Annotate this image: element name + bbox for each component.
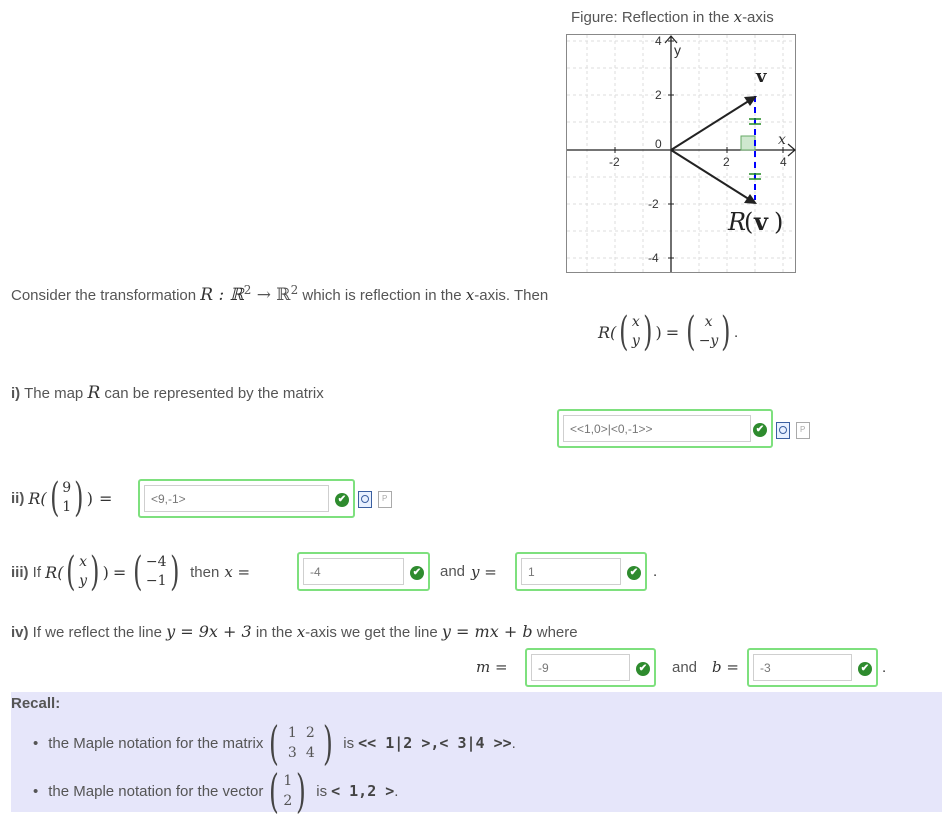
intro-var: x xyxy=(465,286,475,304)
formula-input-vector: x y xyxy=(631,314,640,349)
part1-label: i) xyxy=(11,385,21,402)
maple-vector-code: < 1,2 > xyxy=(331,782,395,800)
matrix-answer-container xyxy=(557,409,773,448)
correct-check-icon: ✔ xyxy=(636,662,650,676)
x-tick-label: 2 xyxy=(723,155,730,169)
recall-panel xyxy=(11,692,942,818)
maple-matrix-example: 1 2 3 4 xyxy=(287,725,315,761)
recall-title: Recall: xyxy=(11,695,61,712)
recall-item-matrix: • the Maple notation for the matrix ( 1 2 3 4 ) is << 1|2 >,< 3|4 >> . xyxy=(33,716,516,770)
part3-input-vector: x y xyxy=(79,554,87,589)
reflection-figure xyxy=(566,34,796,273)
figure-caption-var: x xyxy=(733,8,743,26)
reflected-label-close: ) xyxy=(774,208,784,236)
y-tick-label: -4 xyxy=(648,251,659,265)
intro-suffix-a: which is reflection in the xyxy=(298,287,466,304)
syntax-help-icon[interactable] xyxy=(796,422,810,439)
b-answer-container xyxy=(747,648,878,687)
x-answer-input[interactable]: -4 xyxy=(303,558,404,585)
correct-check-icon: ✔ xyxy=(753,423,767,437)
part3-output-vector: −4 −1 xyxy=(145,554,167,589)
reflection-formula: R( ( x y ) ) = ( x −y ) . xyxy=(598,309,739,355)
y-tick-label: 4 xyxy=(655,34,662,48)
reflected-label-r: R xyxy=(728,208,747,236)
x-tick-label: -2 xyxy=(609,155,620,169)
vector-answer-input[interactable]: <9,-1> xyxy=(144,485,329,512)
figure-caption-suffix: -axis xyxy=(742,9,774,26)
intro-sup2: 2 xyxy=(290,283,299,297)
y-equals-label: y = xyxy=(471,563,497,581)
recall-item-vector: • the Maple notation for the vector ( 1 2 ) is < 1,2 > . xyxy=(33,764,399,818)
correct-check-icon: ✔ xyxy=(627,566,641,580)
matrix-answer-input[interactable]: <<1,0>|<0,-1>> xyxy=(563,415,751,442)
figure-caption-prefix: Figure: Reflection in the xyxy=(571,9,734,26)
and-label: and xyxy=(672,659,698,676)
correct-check-icon: ✔ xyxy=(335,493,349,507)
preview-icon[interactable] xyxy=(358,491,372,508)
vector-answer-container xyxy=(138,479,355,518)
x-answer-container xyxy=(297,552,430,591)
maple-vector-example: 1 2 xyxy=(283,773,293,809)
x-tick-label: 4 xyxy=(780,155,787,169)
intro-suffix-b: -axis. Then xyxy=(474,287,549,304)
intro-text xyxy=(11,283,548,305)
right-angle-marker xyxy=(741,136,755,150)
reflected-label-open: ( xyxy=(744,208,754,236)
part1-question: i) The map R can be represented by the matrix xyxy=(11,383,324,403)
y-tick-label: 2 xyxy=(655,88,662,102)
intro-sup1: 2 xyxy=(243,283,252,297)
preview-icon[interactable] xyxy=(776,422,790,439)
vector-v-label: v xyxy=(756,66,767,87)
m-equals-label: m = xyxy=(476,658,508,676)
figure-caption xyxy=(571,8,774,26)
b-equals-label: b = xyxy=(712,658,739,676)
part2-question: ii) R( ( 9 1 ) ) = xyxy=(11,475,113,521)
y-answer-container xyxy=(515,552,647,591)
formula-output-vector: x −y xyxy=(698,314,719,349)
correct-check-icon: ✔ xyxy=(858,662,872,676)
and-label: and xyxy=(440,563,466,580)
intro-prefix: Consider the transformation xyxy=(11,287,201,304)
part2-input-vector: 9 1 xyxy=(62,480,72,515)
intro-map: R : ℝ xyxy=(200,285,244,305)
y-tick-label: -2 xyxy=(648,197,659,211)
formula-r: R( xyxy=(598,322,617,342)
reflected-label-v: v xyxy=(754,207,768,236)
part4-question: iv) If we reflect the line y = 9x + 3 in the x-axis we get the line y = mx + b where xyxy=(11,622,578,641)
correct-check-icon: ✔ xyxy=(410,566,424,580)
x-axis-label: x xyxy=(778,132,786,148)
m-answer-container xyxy=(525,648,656,687)
y-axis-label: y xyxy=(674,42,681,58)
part3-question: iii) If R( ( x y ) ) = ( −4 −1 ) then x = xyxy=(11,549,251,595)
m-answer-input[interactable]: -9 xyxy=(531,654,630,681)
origin-label: 0 xyxy=(655,137,662,151)
intro-arrow: → ℝ xyxy=(251,285,291,305)
maple-matrix-code: << 1|2 >,< 3|4 >> xyxy=(358,734,512,752)
b-answer-input[interactable]: -3 xyxy=(753,654,852,681)
syntax-help-icon[interactable] xyxy=(378,491,392,508)
y-answer-input[interactable]: 1 xyxy=(521,558,621,585)
